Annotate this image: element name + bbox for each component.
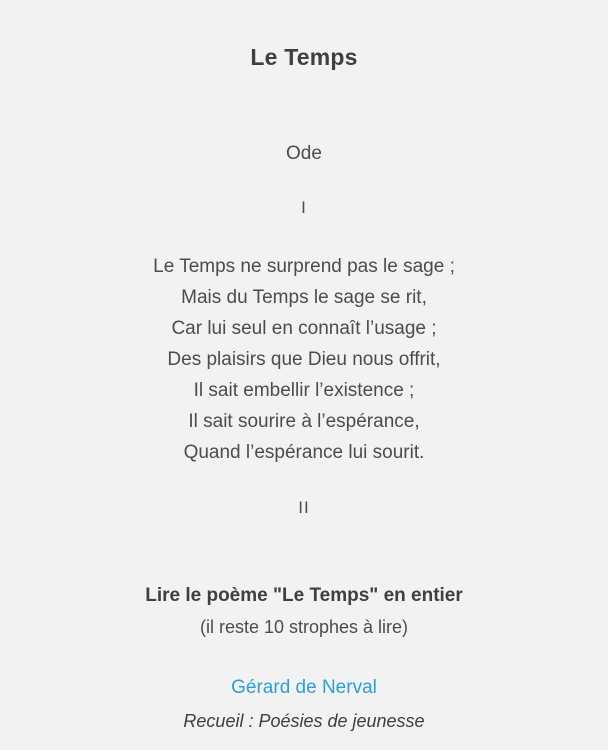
poem-subtitle: Ode	[286, 143, 322, 165]
collection-label: Recueil : Poésies de jeunesse	[183, 711, 425, 732]
stanza-1	[153, 251, 455, 468]
stanza-number-2: II	[298, 498, 310, 518]
verse-line: Quand l’espérance lui sourit.	[183, 442, 425, 464]
verse-line: Il sait embellir l’existence ;	[193, 380, 415, 402]
verse-line: Car lui seul en connaît l’usage ;	[171, 318, 437, 340]
verse-line: Des plaisirs que Dieu nous offrit,	[167, 349, 441, 371]
verse-line: Il sait sourire à l’espérance,	[188, 411, 420, 433]
verse-line: Mais du Temps le sage se rit,	[181, 287, 427, 309]
verse-line: Le Temps ne surprend pas le sage ;	[153, 256, 455, 278]
remaining-stanzas-label: (il reste 10 strophes à lire)	[199, 617, 409, 638]
read-full-poem-link[interactable]: Lire le poème "Le Temps" en entier	[145, 585, 463, 607]
page-title: Le Temps	[250, 44, 358, 70]
stanza-number-1: I	[301, 198, 307, 218]
author-link[interactable]: Gérard de Nerval	[231, 677, 377, 699]
